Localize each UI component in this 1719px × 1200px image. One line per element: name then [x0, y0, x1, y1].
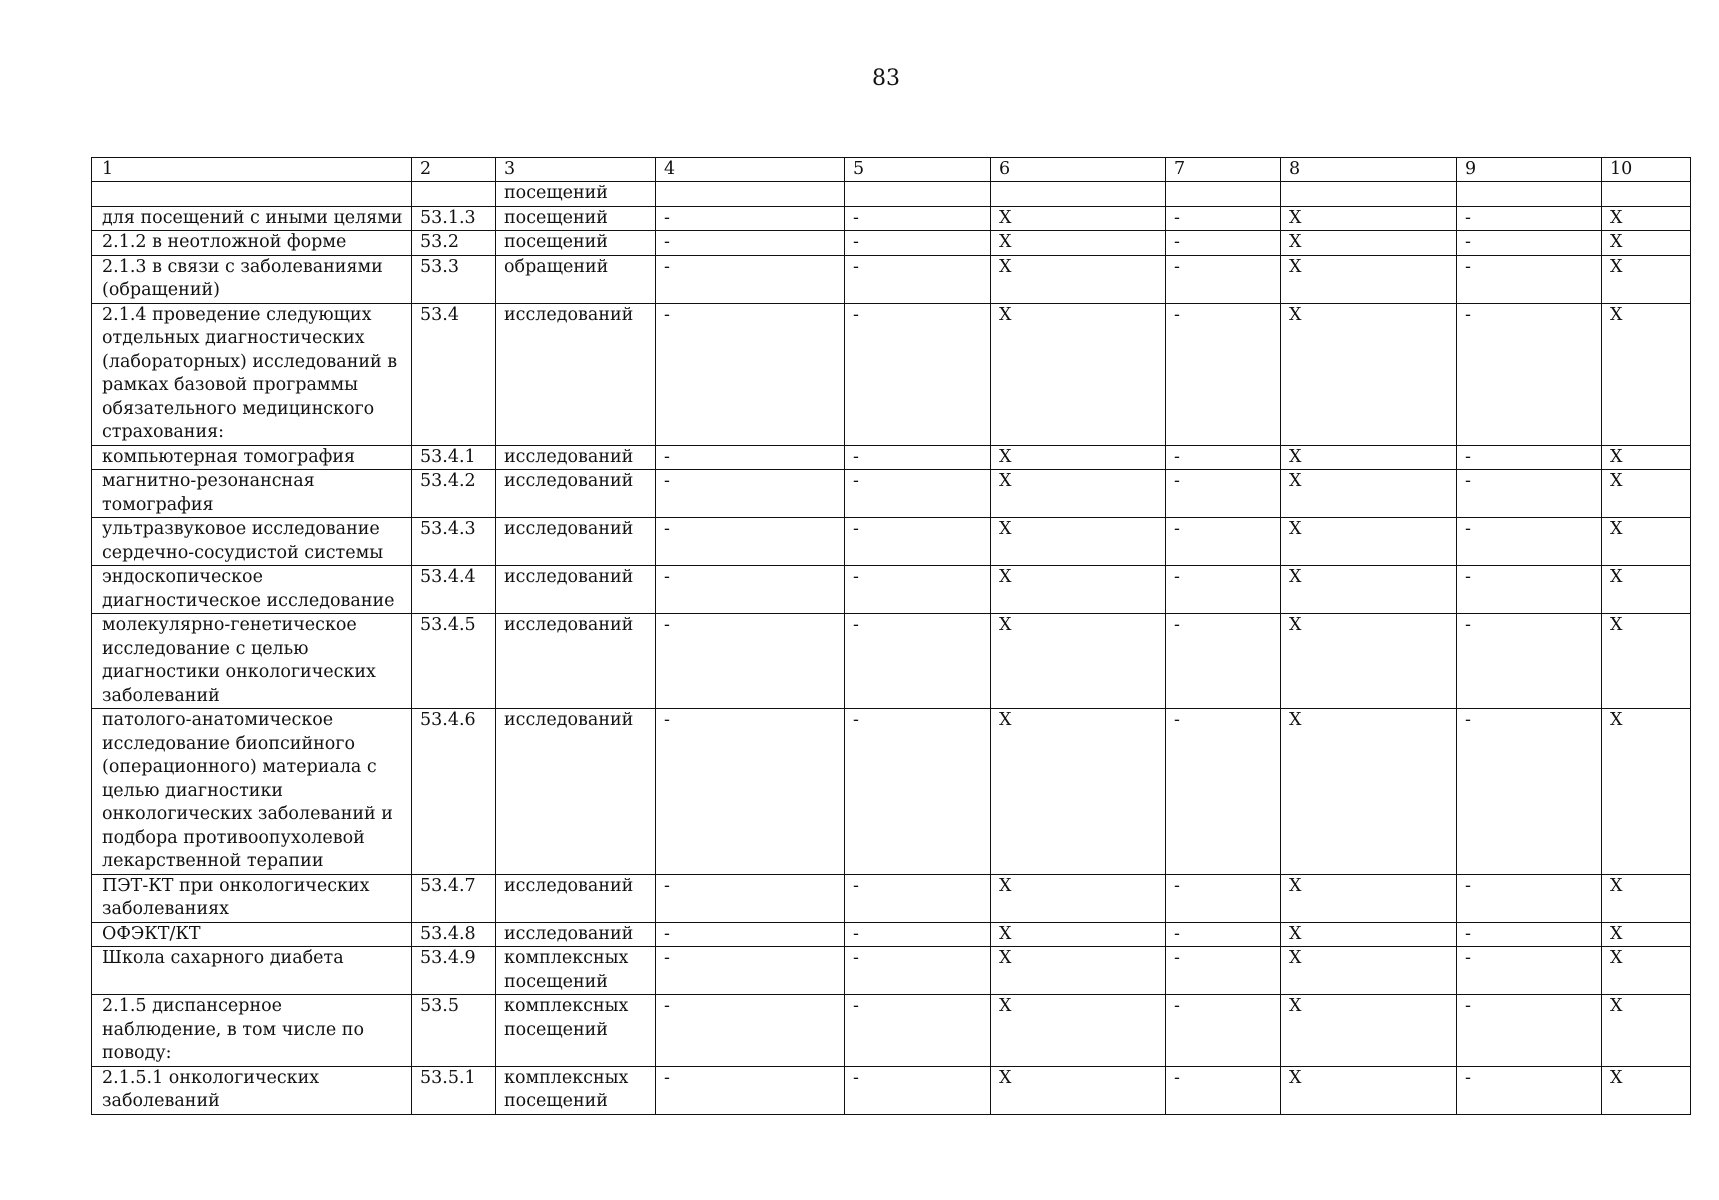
- cell-col5: -: [845, 518, 991, 566]
- cell-col9: -: [1457, 566, 1602, 614]
- cell-col5: -: [845, 874, 991, 922]
- cell-col6: Х: [991, 231, 1166, 256]
- cell-col7: -: [1166, 922, 1281, 947]
- cell-col5: -: [845, 445, 991, 470]
- cell-col5: -: [845, 255, 991, 303]
- cell-col4: -: [656, 445, 845, 470]
- table-row: [92, 947, 1691, 995]
- cell-col7: -: [1166, 470, 1281, 518]
- cell-col10: Х: [1602, 255, 1691, 303]
- cell-col6: Х: [991, 518, 1166, 566]
- cell-name: эндоскопическое диагностическое исследование: [92, 566, 412, 614]
- header-cell-1: 1: [92, 158, 412, 182]
- cell-col9: [1457, 182, 1602, 207]
- cell-col7: -: [1166, 445, 1281, 470]
- cell-col7: [1166, 182, 1281, 207]
- header-cell-3: 3: [496, 158, 656, 182]
- cell-col7: -: [1166, 947, 1281, 995]
- cell-row-code: 53.4.6: [412, 709, 496, 875]
- cell-unit: исследований: [496, 470, 656, 518]
- cell-col8: Х: [1281, 445, 1457, 470]
- table-row: [92, 470, 1691, 518]
- table-row: [92, 922, 1691, 947]
- table-row: [92, 182, 1691, 207]
- table-row: [92, 614, 1691, 709]
- cell-col5: -: [845, 947, 991, 995]
- cell-col6: Х: [991, 1066, 1166, 1114]
- data-table: [91, 157, 1691, 1115]
- cell-row-code: 53.4.4: [412, 566, 496, 614]
- cell-col10: Х: [1602, 303, 1691, 445]
- cell-name: 2.1.4 проведение следующих отдельных диагностических (лабораторных) исследований в рамках базовой программы обязательного медицинского страхования:: [92, 303, 412, 445]
- cell-unit: посещений: [496, 206, 656, 231]
- cell-col6: Х: [991, 566, 1166, 614]
- cell-col4: -: [656, 303, 845, 445]
- cell-col10: Х: [1602, 995, 1691, 1067]
- cell-col8: Х: [1281, 709, 1457, 875]
- cell-col4: -: [656, 709, 845, 875]
- cell-row-code: 53.4.5: [412, 614, 496, 709]
- cell-col6: Х: [991, 470, 1166, 518]
- cell-unit: исследований: [496, 922, 656, 947]
- cell-row-code: 53.4.9: [412, 947, 496, 995]
- cell-col7: -: [1166, 709, 1281, 875]
- cell-col6: Х: [991, 922, 1166, 947]
- cell-col9: -: [1457, 445, 1602, 470]
- cell-col8: Х: [1281, 303, 1457, 445]
- cell-unit: исследований: [496, 445, 656, 470]
- page-number: 83: [872, 66, 900, 91]
- cell-col6: Х: [991, 303, 1166, 445]
- cell-name: ПЭТ-КТ при онкологических заболеваниях: [92, 874, 412, 922]
- cell-row-code: 53.1.3: [412, 206, 496, 231]
- cell-col4: -: [656, 231, 845, 256]
- cell-col10: Х: [1602, 566, 1691, 614]
- cell-col4: -: [656, 922, 845, 947]
- table-row: [92, 709, 1691, 875]
- cell-col8: Х: [1281, 206, 1457, 231]
- cell-row-code: 53.4.7: [412, 874, 496, 922]
- cell-col8: [1281, 182, 1457, 207]
- cell-col10: Х: [1602, 470, 1691, 518]
- cell-col7: -: [1166, 303, 1281, 445]
- cell-col9: -: [1457, 470, 1602, 518]
- cell-col9: -: [1457, 231, 1602, 256]
- cell-col9: -: [1457, 874, 1602, 922]
- cell-col9: -: [1457, 255, 1602, 303]
- table-row: [92, 255, 1691, 303]
- header-cell-10: 10: [1602, 158, 1691, 182]
- cell-col8: Х: [1281, 1066, 1457, 1114]
- cell-col10: Х: [1602, 922, 1691, 947]
- cell-unit: обращений: [496, 255, 656, 303]
- cell-name: ОФЭКТ/КТ: [92, 922, 412, 947]
- cell-row-code: 53.4.3: [412, 518, 496, 566]
- cell-col7: -: [1166, 874, 1281, 922]
- header-cell-7: 7: [1166, 158, 1281, 182]
- table-row: [92, 206, 1691, 231]
- header-cell-6: 6: [991, 158, 1166, 182]
- cell-col9: -: [1457, 303, 1602, 445]
- cell-col4: -: [656, 470, 845, 518]
- cell-col10: Х: [1602, 445, 1691, 470]
- cell-unit: исследований: [496, 303, 656, 445]
- cell-col7: -: [1166, 231, 1281, 256]
- cell-col4: -: [656, 255, 845, 303]
- header-cell-2: 2: [412, 158, 496, 182]
- cell-unit: посещений: [496, 182, 656, 207]
- cell-unit: комплексных посещений: [496, 947, 656, 995]
- cell-col4: -: [656, 947, 845, 995]
- cell-col9: -: [1457, 947, 1602, 995]
- cell-name: магнитно-резонансная томография: [92, 470, 412, 518]
- cell-row-code: 53.4: [412, 303, 496, 445]
- cell-col10: Х: [1602, 1066, 1691, 1114]
- cell-col4: -: [656, 1066, 845, 1114]
- cell-col8: Х: [1281, 614, 1457, 709]
- cell-col8: Х: [1281, 995, 1457, 1067]
- table-row: [92, 874, 1691, 922]
- cell-col10: Х: [1602, 874, 1691, 922]
- cell-col5: -: [845, 566, 991, 614]
- header-cell-5: 5: [845, 158, 991, 182]
- cell-row-code: 53.4.2: [412, 470, 496, 518]
- cell-name: молекулярно-генетическое исследование с целью диагностики онкологических заболеваний: [92, 614, 412, 709]
- cell-col6: Х: [991, 445, 1166, 470]
- cell-col8: Х: [1281, 255, 1457, 303]
- cell-col5: -: [845, 1066, 991, 1114]
- cell-name: 2.1.2 в неотложной форме: [92, 231, 412, 256]
- cell-col9: -: [1457, 518, 1602, 566]
- cell-col10: Х: [1602, 206, 1691, 231]
- cell-col10: Х: [1602, 518, 1691, 566]
- table-row: [92, 566, 1691, 614]
- cell-unit: посещений: [496, 231, 656, 256]
- cell-col5: -: [845, 231, 991, 256]
- cell-unit: исследований: [496, 709, 656, 875]
- cell-col6: Х: [991, 255, 1166, 303]
- table-row: [92, 231, 1691, 256]
- cell-col8: Х: [1281, 947, 1457, 995]
- cell-col9: -: [1457, 614, 1602, 709]
- cell-row-code: [412, 182, 496, 207]
- cell-col4: -: [656, 995, 845, 1067]
- cell-col10: [1602, 182, 1691, 207]
- cell-col6: Х: [991, 614, 1166, 709]
- cell-col6: Х: [991, 874, 1166, 922]
- cell-row-code: 53.4.1: [412, 445, 496, 470]
- cell-col10: Х: [1602, 947, 1691, 995]
- cell-col4: -: [656, 874, 845, 922]
- header-cell-4: 4: [656, 158, 845, 182]
- cell-col7: -: [1166, 518, 1281, 566]
- cell-col7: -: [1166, 995, 1281, 1067]
- cell-row-code: 53.5.1: [412, 1066, 496, 1114]
- cell-col9: -: [1457, 206, 1602, 231]
- cell-col8: Х: [1281, 518, 1457, 566]
- table-row: [92, 1066, 1691, 1114]
- cell-row-code: 53.5: [412, 995, 496, 1067]
- cell-col8: Х: [1281, 922, 1457, 947]
- cell-col7: -: [1166, 255, 1281, 303]
- cell-unit: комплексных посещений: [496, 995, 656, 1067]
- header-row: [92, 158, 1691, 182]
- cell-col4: -: [656, 566, 845, 614]
- cell-col4: -: [656, 206, 845, 231]
- cell-col5: [845, 182, 991, 207]
- cell-name: [92, 182, 412, 207]
- cell-col6: Х: [991, 709, 1166, 875]
- cell-col6: Х: [991, 206, 1166, 231]
- cell-name: компьютерная томография: [92, 445, 412, 470]
- cell-col6: Х: [991, 995, 1166, 1067]
- cell-col5: -: [845, 922, 991, 947]
- cell-col4: [656, 182, 845, 207]
- table-row: [92, 995, 1691, 1067]
- cell-name: 2.1.3 в связи с заболеваниями (обращений): [92, 255, 412, 303]
- cell-name: для посещений с иными целями: [92, 206, 412, 231]
- table-row: [92, 303, 1691, 445]
- cell-col8: Х: [1281, 231, 1457, 256]
- cell-col9: -: [1457, 922, 1602, 947]
- table-body: [92, 158, 1691, 1115]
- cell-col8: Х: [1281, 566, 1457, 614]
- cell-col5: -: [845, 995, 991, 1067]
- cell-col9: -: [1457, 995, 1602, 1067]
- cell-col5: -: [845, 206, 991, 231]
- cell-col8: Х: [1281, 470, 1457, 518]
- table-row: [92, 518, 1691, 566]
- cell-row-code: 53.3: [412, 255, 496, 303]
- cell-col5: -: [845, 470, 991, 518]
- cell-col9: -: [1457, 709, 1602, 875]
- header-cell-8: 8: [1281, 158, 1457, 182]
- cell-col8: Х: [1281, 874, 1457, 922]
- cell-col10: Х: [1602, 614, 1691, 709]
- cell-col10: Х: [1602, 709, 1691, 875]
- cell-col5: -: [845, 303, 991, 445]
- cell-unit: исследований: [496, 518, 656, 566]
- cell-unit: исследований: [496, 566, 656, 614]
- cell-unit: исследований: [496, 614, 656, 709]
- cell-col4: -: [656, 518, 845, 566]
- header-cell-9: 9: [1457, 158, 1602, 182]
- cell-col10: Х: [1602, 231, 1691, 256]
- table-row: [92, 445, 1691, 470]
- cell-col6: [991, 182, 1166, 207]
- cell-col5: -: [845, 709, 991, 875]
- cell-name: 2.1.5 диспансерное наблюдение, в том числе по поводу:: [92, 995, 412, 1067]
- cell-col6: Х: [991, 947, 1166, 995]
- cell-row-code: 53.2: [412, 231, 496, 256]
- cell-row-code: 53.4.8: [412, 922, 496, 947]
- cell-col7: -: [1166, 206, 1281, 231]
- cell-name: патолого-анатомическое исследование биопсийного (операционного) материала с целью диагностики онкологических заболеваний и подбора противоопухолевой лекарственной терапии: [92, 709, 412, 875]
- cell-name: ультразвуковое исследование сердечно-сосудистой системы: [92, 518, 412, 566]
- cell-col9: -: [1457, 1066, 1602, 1114]
- cell-col7: -: [1166, 566, 1281, 614]
- cell-unit: исследований: [496, 874, 656, 922]
- cell-col5: -: [845, 614, 991, 709]
- cell-col7: -: [1166, 1066, 1281, 1114]
- cell-name: 2.1.5.1 онкологических заболеваний: [92, 1066, 412, 1114]
- cell-col7: -: [1166, 614, 1281, 709]
- cell-col4: -: [656, 614, 845, 709]
- cell-name: Школа сахарного диабета: [92, 947, 412, 995]
- cell-unit: комплексных посещений: [496, 1066, 656, 1114]
